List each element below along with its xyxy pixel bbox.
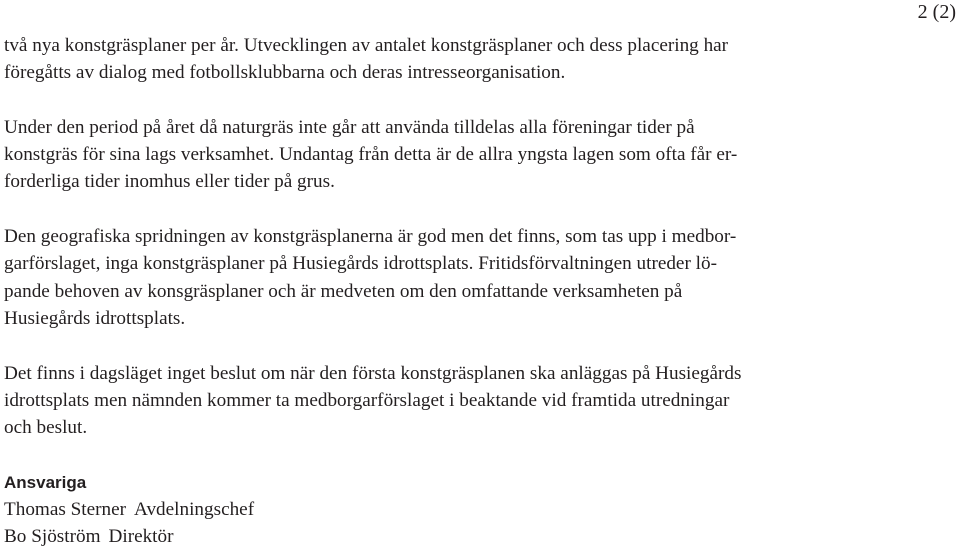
paragraph-line: Det finns i dagsläget inget beslut om när den första konstgräsplanen ska anläggas på Husiegårds (4, 362, 742, 384)
paragraph-line: forderliga tider inomhus eller tider på grus. (4, 171, 335, 193)
responsible-section (4, 469, 884, 550)
paragraph-line: Den geografiska spridningen av konstgräsplanerna är god men det finns, som tas upp i medbor- (4, 226, 737, 248)
paragraph-line: två nya konstgräsplaner per år. Utvecklingen av antalet konstgräsplaner och dess placering har (4, 35, 729, 56)
paragraph-line: pande behoven av konsgräsplaner och är medveten om den omfattande verksamheten på (4, 280, 683, 302)
signatory-role: Direktör (108, 526, 174, 548)
responsible-heading: Ansvariga (4, 472, 87, 492)
paragraph-line: konstgräs för sina lags verksamhet. Undantag från detta är de allra yngsta lagen som ofta får er- (4, 144, 738, 166)
signatory-2 (4, 523, 884, 550)
document-body (4, 32, 884, 550)
paragraph-line: föregåtts av dialog med fotbollsklubbarna och deras intresseorganisation. (4, 62, 566, 84)
paragraph-3 (4, 223, 884, 332)
paragraph-4 (4, 360, 884, 442)
signatory-1 (4, 496, 884, 523)
paragraph-line: Husiegårds idrottsplats. (4, 307, 186, 329)
paragraph-line: och beslut. (4, 417, 88, 439)
paragraph-line: Under den period på året då naturgräs inte går att använda tilldelas alla föreningar tider på (4, 116, 695, 138)
paragraph-2 (4, 114, 884, 196)
paragraph-1 (4, 32, 884, 87)
signatory-name: Thomas Sterner (4, 498, 127, 520)
paragraph-line: garförslaget, inga konstgräsplaner på Husiegårds idrottsplats. Fritidsförvaltningen utreder lö- (4, 253, 717, 275)
paragraph-line: idrottsplats men nämnden kommer ta medborgarförslaget i beaktande vid framtida utredningar (4, 389, 730, 411)
signatory-name: Bo Sjöström (4, 526, 101, 548)
page-number: 2 (2) (917, 1, 956, 23)
signatory-role: Avdelningschef (134, 498, 255, 520)
